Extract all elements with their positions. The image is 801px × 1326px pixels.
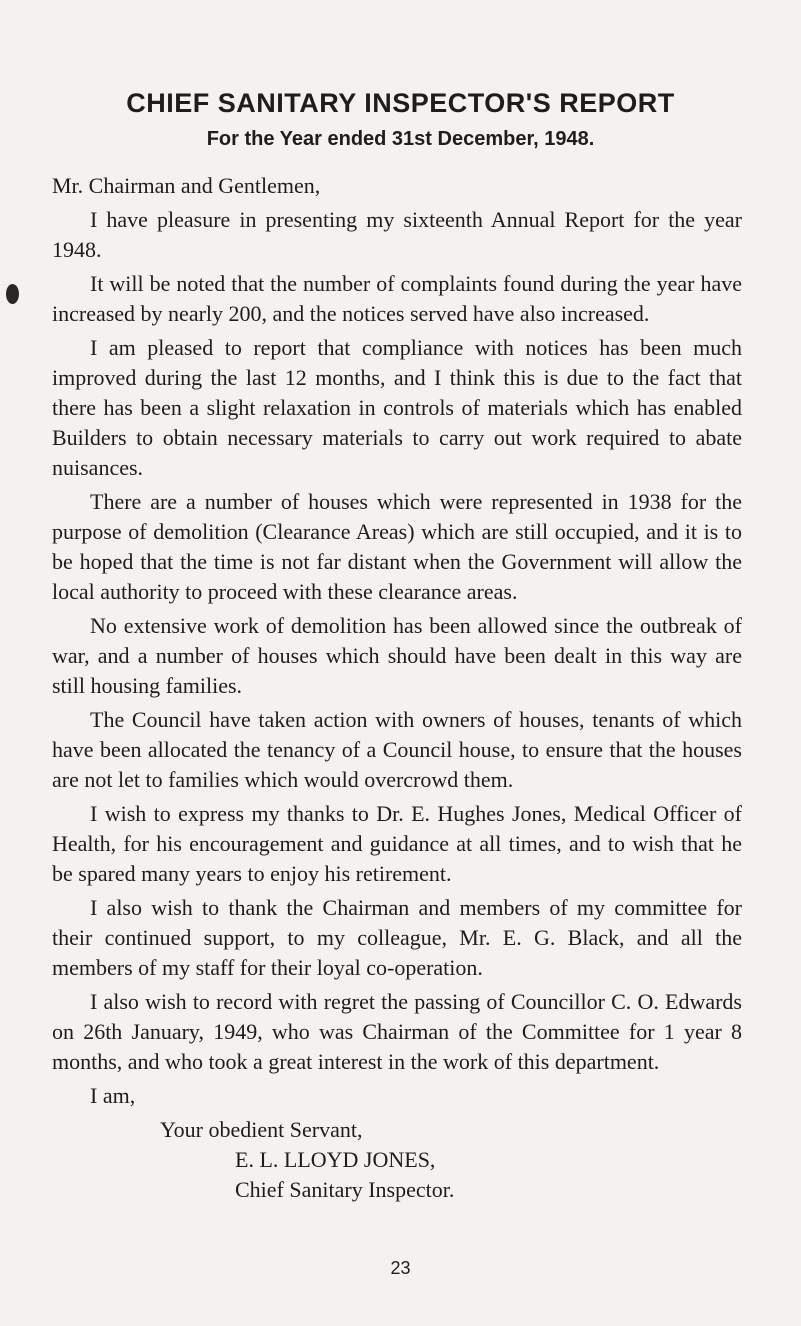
paragraph-7: I wish to express my thanks to Dr. E. Hughes Jones, Medical Officer of Health, for his encouragement and guidance at all times, and to wish that he be spared many years to enjoy his retirement. — [52, 801, 742, 886]
paragraph-4: There are a number of houses which were represented in 1938 for the purpose of demolition (Clearance Areas) which are still occupied, and it is to be hoped that the time is not far distant when the Government will allow the local authority to proceed with these clearance areas. — [52, 489, 742, 604]
paragraph-3: I am pleased to report that compliance with notices has been much improved during the last 12 months, and I think this is due to the fact that there has been a slight relaxation in controls of materials which has enabled Builders to obtain necessary materials to carry out work required to abate nuisances. — [52, 335, 742, 480]
paragraph-9: I also wish to record with regret the passing of Councillor C. O. Edwards on 26th January, 1949, who was Chairman of the Committee for 1 year 8 months, and who took a great interest in the work of this department. — [52, 989, 742, 1074]
paragraph-5: No extensive work of demolition has been allowed since the outbreak of war, and a number of houses which should have been dealt in this way are still housing families. — [52, 613, 742, 698]
signatory-name: E. L. LLOYD JONES, — [235, 1147, 436, 1172]
signatory-title: Chief Sanitary Inspector. — [235, 1177, 455, 1202]
report-title: CHIEF SANITARY INSPECTOR'S REPORT — [126, 88, 675, 118]
letter-body — [52, 171, 742, 1205]
paragraph-8: I also wish to thank the Chairman and members of my committee for their continued support, to my colleague, Mr. E. G. Black, and all the members of my staff for their loyal co-operation. — [52, 895, 742, 980]
binding-hole — [6, 284, 19, 304]
valediction: Your obedient Servant, — [160, 1117, 363, 1142]
paragraph-1: I have pleasure in presenting my sixteenth Annual Report for the year 1948. — [52, 207, 742, 262]
closing: I am, — [90, 1083, 136, 1108]
salutation: Mr. Chairman and Gentlemen, — [52, 173, 321, 198]
paragraph-2: It will be noted that the number of complaints found during the year have increased by nearly 200, and the notices served have also increased. — [52, 271, 742, 326]
signature-block — [52, 1115, 742, 1205]
paragraph-6: The Council have taken action with owners of houses, tenants of which have been allocated the tenancy of a Council house, to ensure that the houses are not let to families which would overcrowd them. — [52, 707, 742, 792]
page-number: 23 — [390, 1258, 411, 1278]
report-subtitle: For the Year ended 31st December, 1948. — [206, 128, 595, 150]
